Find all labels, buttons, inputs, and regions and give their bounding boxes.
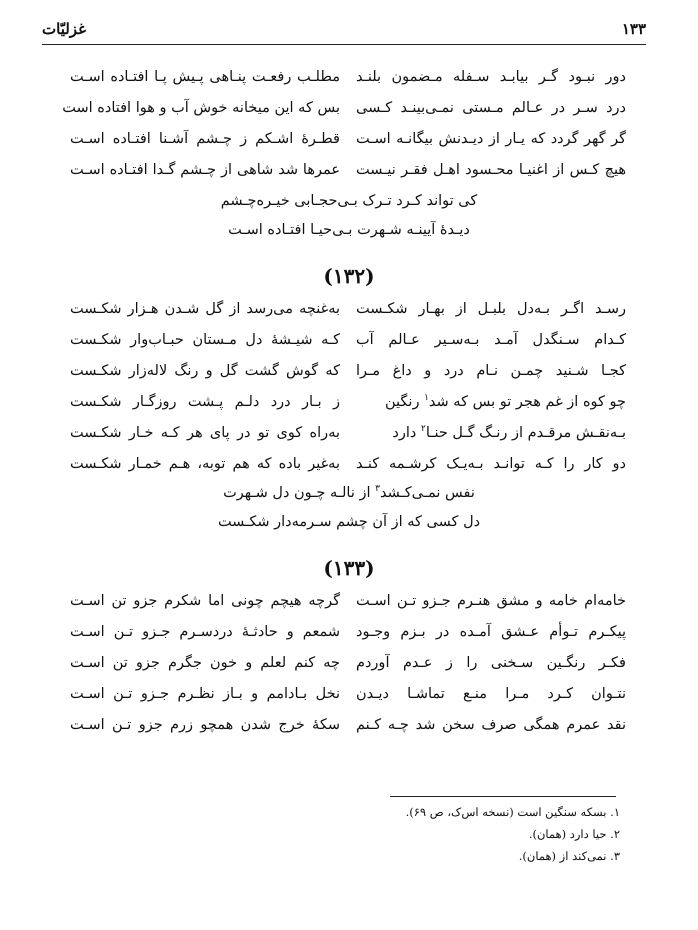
hemistich-first: نتـوان کـرد مـرا منـع تماشـا دیـدن bbox=[356, 686, 626, 702]
hemistich-second: که گوش گشت گل و رنگ لاله‌زار شکـست bbox=[70, 363, 340, 379]
couplet bbox=[0, 159, 698, 190]
hemistich-first: کجـا شـنید چمـن نـام درد و داغ مـرا bbox=[356, 363, 626, 379]
hemistich-first: پیکـرم تـوأم عـشق آمـده در بـزم وجـود bbox=[356, 624, 626, 640]
hemistich-second: سکهٔ خرج شدن همچو زرم جزو تـن اسـت bbox=[70, 717, 340, 733]
hemistich-first: دور نبـود گـر بیابـد سـفله مـضمون بلنـد bbox=[356, 69, 626, 85]
couplet bbox=[0, 714, 698, 745]
section-title: غزلیّات bbox=[42, 20, 86, 38]
couplet bbox=[0, 621, 698, 652]
hemistich-second: کـه شیـشهٔ دل مـستان حبـاب‌وار شکـست bbox=[70, 332, 340, 348]
poem-prev-couplets bbox=[0, 66, 698, 190]
couplet bbox=[0, 360, 698, 391]
hemistich-first: فکـر رنگـین سـخنی را ز عـدم آوردم bbox=[356, 655, 626, 671]
couplet bbox=[0, 329, 698, 360]
couplet bbox=[0, 298, 698, 329]
hemistich-text-tail: دارد bbox=[392, 425, 421, 441]
footnotes bbox=[260, 804, 620, 870]
hemistich-second: عمرها شد شاهی از چـشم گـدا افتـاده اسـت bbox=[70, 162, 340, 178]
hemistich-second: بس که این میخانه خوش آب و هوا افتاده است bbox=[62, 100, 340, 116]
couplet bbox=[0, 453, 698, 484]
footnote-divider bbox=[390, 796, 616, 797]
couplet bbox=[0, 66, 698, 97]
closing-line: کی تواند کـرد تـرک بـی‌حجـابی خیـره‌چـشم bbox=[220, 193, 478, 209]
footnote-marker: ۱ bbox=[424, 393, 429, 404]
hemistich-second: گرچه هیچم چونی اما شکرم جزو تن اسـت bbox=[70, 593, 340, 609]
poem-133-couplets bbox=[0, 590, 698, 745]
hemistich-second: به‌غیر باده که هم توبه، هـم خمـار شکـست bbox=[70, 456, 340, 472]
footnote: ۲. حیا دارد (همان). bbox=[528, 827, 620, 841]
poem-prev-closing bbox=[0, 190, 698, 248]
closing-text: نفس نمـی‌کـشد bbox=[379, 485, 475, 501]
closing-text-tail: از نالـه چـون دل شـهرت bbox=[223, 485, 376, 501]
closing-line bbox=[0, 482, 698, 511]
poem-number-133: (۱۳۳) bbox=[323, 556, 375, 580]
hemistich-first bbox=[356, 391, 626, 413]
footnote: ۱. بسکه سنگین است (نسخه اس‌ک، ص ۶۹). bbox=[405, 805, 620, 819]
hemistich-text: بـه‌نقـش مرقـدم از رنـگ گـل حنـا bbox=[425, 425, 626, 441]
couplet bbox=[0, 683, 698, 714]
hemistich-first: رسـد اگـر بـه‌دل بلبـل از بهـار شکـست bbox=[356, 301, 626, 317]
poem-132-couplets bbox=[0, 298, 698, 484]
hemistich-second: مطلـب رفعـت پنـاهی پـیش پـا افتـاده اسـت bbox=[70, 69, 340, 85]
couplet bbox=[0, 590, 698, 621]
couplet bbox=[0, 422, 698, 453]
poem-132-closing bbox=[0, 482, 698, 540]
couplet bbox=[0, 652, 698, 683]
hemistich-text-tail: رنگین bbox=[385, 394, 425, 410]
hemistich-second: چه کنم لعلم و خون جگرم جزو تن اسـت bbox=[70, 655, 340, 671]
hemistich-first: کـدام سـنگدل آمـد بـه‌سـیر عـالم آب bbox=[356, 332, 626, 348]
hemistich-first: دو کار را کـه توانـد بـه‌یـک کرشـمه کنـد bbox=[356, 456, 626, 472]
hemistich-first: نقد عمرم همگی صرف سخن شد چـه کـنم bbox=[356, 717, 626, 733]
hemistich-second: به‌راه کوی تو در پای هر کـه خـار شکـست bbox=[70, 425, 340, 441]
hemistich-first bbox=[356, 422, 626, 444]
closing-line: دل کسی که از آن چشم سـرمه‌دار شکـست bbox=[217, 514, 481, 530]
footnote: ۳. نمی‌کند از (همان). bbox=[518, 849, 620, 863]
page-header bbox=[42, 18, 646, 45]
couplet bbox=[0, 128, 698, 159]
couplet bbox=[0, 97, 698, 128]
hemistich-first: گر گهر گردد که یـار از دیـدنش بیگانـه اسـت bbox=[356, 131, 626, 147]
footnote-marker: ۳ bbox=[375, 484, 380, 495]
hemistich-second: نخل بـادامم و بـاز نظـرم جـزو تـن اسـت bbox=[70, 686, 340, 702]
hemistich-second: قطـرهٔ اشـکم ز چـشم آشـنا افتـاده اسـت bbox=[70, 131, 340, 147]
page-number: ۱۳۳ bbox=[621, 20, 646, 38]
couplet bbox=[0, 391, 698, 422]
hemistich-first: هیچ کـس از اغنیـا محـسود اهـل فقـر نیـست bbox=[356, 162, 626, 178]
hemistich-text: چو کوه از غم هجر تو بس که شد bbox=[428, 394, 626, 410]
hemistich-second: به‌غنچه می‌رسد از گل شـدن هـزار شکـست bbox=[70, 301, 340, 317]
footnote-marker: ۲ bbox=[420, 424, 426, 435]
hemistich-first: درد سـر در عـالم مـستی نمـی‌بینـد کـسی bbox=[356, 100, 626, 116]
hemistich-second: ز بـار درد دلـم پـشت روزگـار شکـست bbox=[70, 394, 340, 410]
hemistich-first: خامه‌ام خامه و مشق هنـرم جـزو تـن اسـت bbox=[356, 593, 626, 609]
hemistich-second: شمعم و حادثـهٔ دردسـرم جـزو تـن اسـت bbox=[70, 624, 340, 640]
poem-number-132: (۱۳۲) bbox=[323, 264, 375, 288]
closing-line: دیـدهٔ آیینـه شـهرت بـی‌حیـا افتـاده اسـت bbox=[228, 222, 470, 238]
